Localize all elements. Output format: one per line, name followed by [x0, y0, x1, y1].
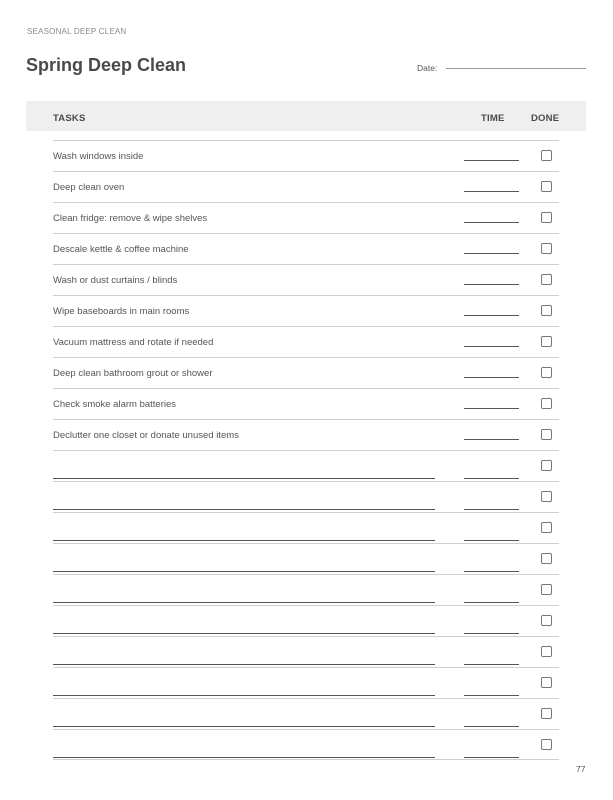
done-checkbox[interactable] — [541, 615, 552, 626]
task-label: Clean fridge: remove & wipe shelves — [53, 213, 208, 224]
done-checkbox[interactable] — [541, 212, 552, 223]
done-checkbox[interactable] — [541, 584, 552, 595]
task-write-in-line[interactable] — [53, 478, 435, 479]
task-label: Wash or dust curtains / blinds — [53, 275, 178, 286]
task-label: Deep clean oven — [53, 182, 125, 193]
time-field-line[interactable] — [464, 726, 519, 727]
column-header-done: DONE — [531, 113, 560, 124]
blank-table-row — [53, 636, 559, 667]
task-label: Declutter one closet or donate unused items — [53, 430, 239, 441]
column-header-tasks: TASKS — [53, 113, 86, 124]
done-checkbox[interactable] — [541, 429, 552, 440]
task-write-in-line[interactable] — [53, 602, 435, 603]
time-field-line[interactable] — [464, 757, 519, 758]
time-field-line[interactable] — [464, 602, 519, 603]
table-row — [53, 388, 559, 419]
task-write-in-line[interactable] — [53, 633, 435, 634]
time-field-line[interactable] — [464, 377, 519, 378]
time-field-line[interactable] — [464, 478, 519, 479]
blank-table-row — [53, 605, 559, 636]
table-row — [53, 264, 559, 295]
done-checkbox[interactable] — [541, 243, 552, 254]
task-rows — [53, 140, 559, 760]
task-write-in-line[interactable] — [53, 664, 435, 665]
done-checkbox[interactable] — [541, 739, 552, 750]
time-field-line[interactable] — [464, 664, 519, 665]
done-checkbox[interactable] — [541, 646, 552, 657]
done-checkbox[interactable] — [541, 181, 552, 192]
time-field-line[interactable] — [464, 346, 519, 347]
page-title: Spring Deep Clean — [26, 55, 187, 75]
table-row — [53, 202, 559, 233]
task-label: Wash windows inside — [53, 151, 144, 162]
done-checkbox[interactable] — [541, 274, 552, 285]
task-write-in-line[interactable] — [53, 540, 435, 541]
task-write-in-line[interactable] — [53, 571, 435, 572]
done-checkbox[interactable] — [541, 491, 552, 502]
done-checkbox[interactable] — [541, 460, 552, 471]
column-header-time: TIME — [481, 113, 505, 124]
time-field-line[interactable] — [464, 222, 519, 223]
table-row — [53, 326, 559, 357]
done-checkbox[interactable] — [541, 367, 552, 378]
time-field-line[interactable] — [464, 695, 519, 696]
time-field-line[interactable] — [464, 253, 519, 254]
blank-table-row — [53, 698, 559, 729]
task-write-in-line[interactable] — [53, 509, 435, 510]
done-checkbox[interactable] — [541, 150, 552, 161]
task-label: Vacuum mattress and rotate if needed — [53, 337, 214, 348]
blank-table-row — [53, 667, 559, 698]
table-row — [53, 233, 559, 264]
blank-table-row — [53, 543, 559, 574]
time-field-line[interactable] — [464, 191, 519, 192]
blank-table-row — [53, 512, 559, 543]
time-field-line[interactable] — [464, 633, 519, 634]
table-row — [53, 295, 559, 326]
done-checkbox[interactable] — [541, 553, 552, 564]
time-field-line[interactable] — [464, 408, 519, 409]
table-row — [53, 419, 559, 450]
done-checkbox[interactable] — [541, 398, 552, 409]
time-field-line[interactable] — [464, 160, 519, 161]
page-number: 77 — [576, 764, 586, 774]
done-checkbox[interactable] — [541, 336, 552, 347]
time-field-line[interactable] — [464, 571, 519, 572]
task-write-in-line[interactable] — [53, 757, 435, 758]
table-row — [53, 357, 559, 388]
task-label: Wipe baseboards in main rooms — [53, 306, 190, 317]
time-field-line[interactable] — [464, 315, 519, 316]
blank-table-row — [53, 574, 559, 605]
date-label: Date: — [417, 63, 438, 73]
done-checkbox[interactable] — [541, 677, 552, 688]
time-field-line[interactable] — [464, 439, 519, 440]
done-checkbox[interactable] — [541, 305, 552, 316]
done-checkbox[interactable] — [541, 522, 552, 533]
date-field-line[interactable] — [446, 68, 586, 69]
time-field-line[interactable] — [464, 540, 519, 541]
task-label: Deep clean bathroom grout or shower — [53, 368, 213, 379]
done-checkbox[interactable] — [541, 708, 552, 719]
blank-table-row — [53, 450, 559, 481]
task-label: Descale kettle & coffee machine — [53, 244, 189, 255]
blank-table-row — [53, 729, 559, 760]
task-label: Check smoke alarm batteries — [53, 399, 177, 410]
blank-table-row — [53, 481, 559, 512]
page-eyebrow: SEASONAL DEEP CLEAN — [27, 27, 127, 36]
table-row — [53, 140, 559, 171]
time-field-line[interactable] — [464, 509, 519, 510]
table-row — [53, 171, 559, 202]
task-write-in-line[interactable] — [53, 726, 435, 727]
task-write-in-line[interactable] — [53, 695, 435, 696]
time-field-line[interactable] — [464, 284, 519, 285]
